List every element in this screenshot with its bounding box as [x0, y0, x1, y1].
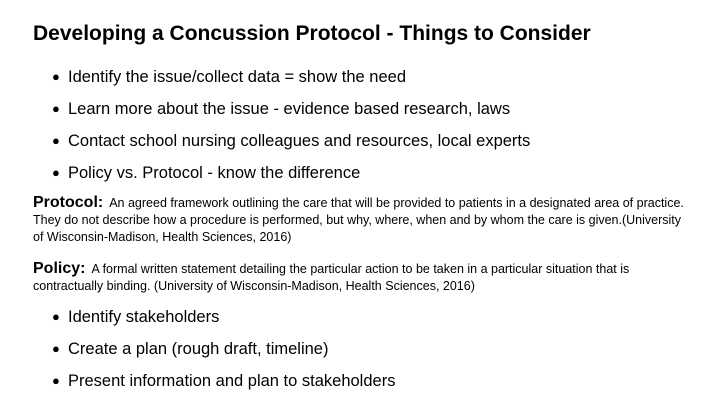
bullet-icon: ●: [52, 309, 60, 324]
list-item: [52, 301, 395, 333]
list-item-text: Identify the issue/collect data = show the need: [68, 68, 407, 86]
bullet-icon: ●: [52, 373, 60, 388]
list-item-text: Contact school nursing colleagues and resources, local experts: [68, 132, 531, 150]
list-item: [52, 93, 530, 125]
list-item: [52, 157, 530, 189]
list-item-text: Policy vs. Protocol - know the difference: [68, 164, 361, 182]
list-item-text: Identify stakeholders: [68, 308, 220, 326]
list-item-text: Present information and plan to stakeholders: [68, 372, 396, 390]
bullet-icon: ●: [52, 69, 60, 84]
bullet-icon: ●: [52, 133, 60, 148]
list-item-text: Learn more about the issue - evidence based research, laws: [68, 100, 511, 118]
list-item: [52, 61, 530, 93]
bullet-icon: ●: [52, 101, 60, 116]
protocol-term: Protocol:: [33, 194, 104, 211]
protocol-definition-text: An agreed framework outlining the care that will be provided to patients in a designated area of practice. They do not describe how a procedure is performed, but why, where, when and by whom the care is given.(University of Wisconsin-Madison, Health Sciences, 2016): [33, 196, 684, 244]
bullet-icon: ●: [52, 165, 60, 180]
slide-title: Developing a Concussion Protocol - Things to Consider: [33, 22, 591, 45]
next-steps-list: [52, 301, 395, 397]
policy-definition-text: A formal written statement detailing the particular action to be taken in a particular situation that is contractually binding. (University of Wisconsin-Madison, Health Sciences, 2016): [33, 262, 630, 293]
list-item-text: Create a plan (rough draft, timeline): [68, 340, 329, 358]
policy-term: Policy:: [33, 260, 86, 277]
protocol-definition: [33, 194, 693, 246]
list-item: [52, 365, 395, 397]
bullet-icon: ●: [52, 341, 60, 356]
considerations-list: [52, 61, 530, 189]
list-item: [52, 125, 530, 157]
list-item: [52, 333, 395, 365]
policy-definition: [33, 260, 693, 295]
